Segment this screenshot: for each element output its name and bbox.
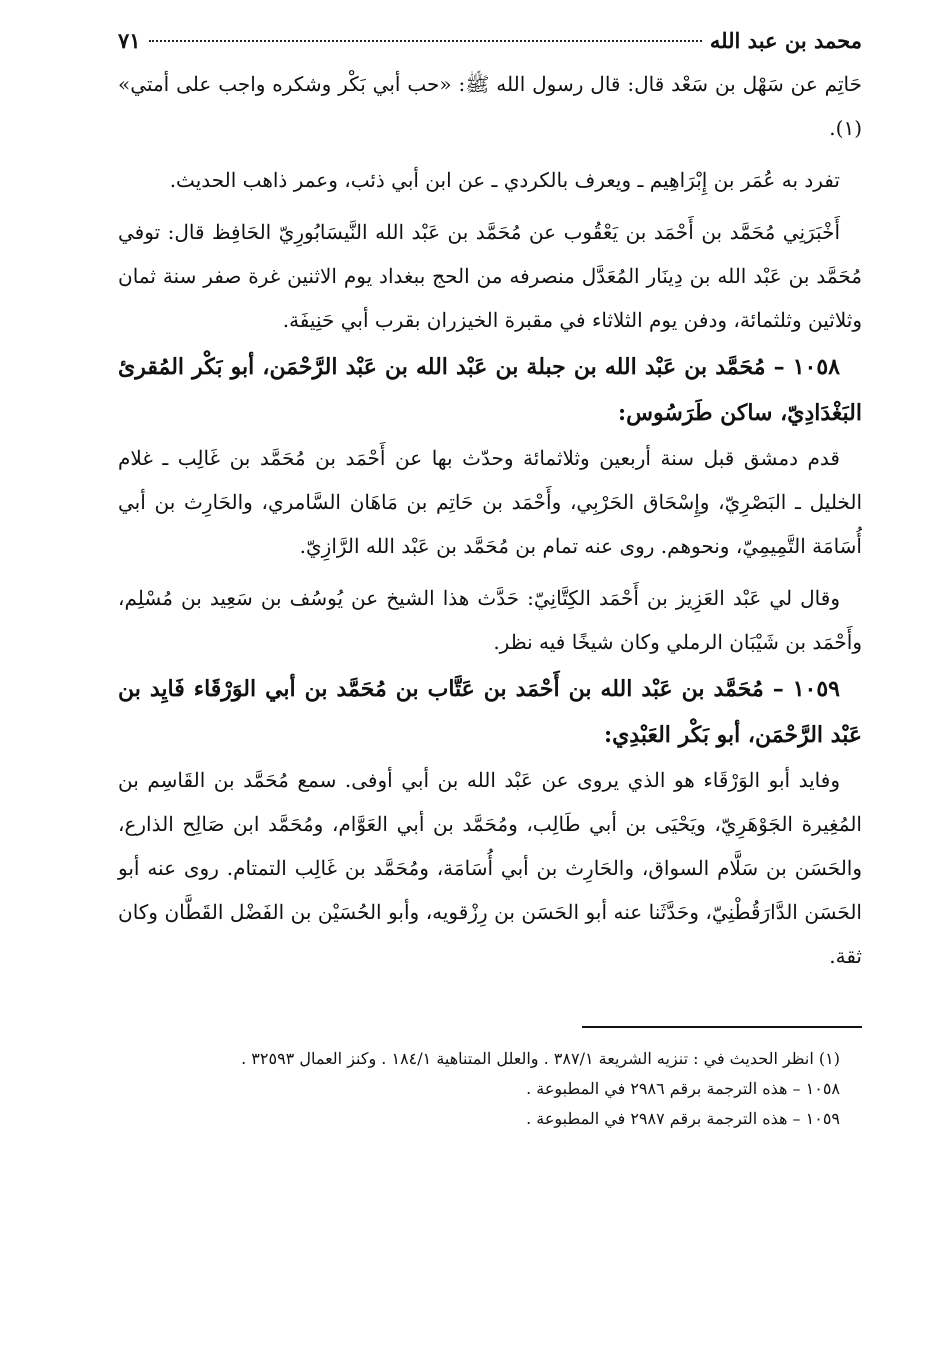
- paragraph-tafarrad: تفرد به عُمَر بن إِبْرَاهِيم ـ ويعرف بالكردي ـ عن ابن أبي ذئب، وعمر ذاهب الحديث.: [169, 168, 840, 192]
- footnote-separator: [582, 1026, 862, 1028]
- paragraph-hadith: حَاتِم عن سَهْل بن سَعْد قال: قال رسول الله ﷺ: «حب أبي بَكْر وشكره واجب على أمتي» (١).: [118, 72, 862, 140]
- document-page: [118, 28, 862, 1134]
- paragraph-1059-bio: وفايد أبو الوَرْقَاء هو الذي يروى عن عَبْد الله بن أبي أوفى. سمع مُحَمَّد بن القَاسِم بن المُغِيرة الجَوْهَرِيّ، ويَحْيَى بن أبي طَالِب، ومُحَمَّد بن أبي العَوَّام، ومُحَمَّد ابن صَالِح الذارع، والحَسَن بن سَلَّام السواق، والحَارِث بن أبي أُسَامَة، ومُحَمَّد بن غَالِب التمتام. روى عنه أبو الحَسَن الدَّارَقُطْنِيّ، وحَدَّثَنا عنه أبو الحَسَن بن رِزْقويه، وأبو الحُسَيْن بن الفَضْل القَطَّان وكان ثقة.: [118, 768, 862, 968]
- paragraph-1058-kattani: وقال لي عَبْد العَزِيز بن أَحْمَد الكِتَّانِيّ: حَدَّث هذا الشيخ عن يُوسُف بن سَعِيد بن مُسْلِم، وأَحْمَد بن شَيْبَان الرملي وكان شيخًا فيه نظر.: [118, 586, 862, 654]
- footnote-1059: ١٠٥٩ – هذه الترجمة برقم ٢٩٨٧ في المطبوعة .: [526, 1109, 840, 1128]
- header-dot-leader: [149, 40, 702, 42]
- entry-heading-1059: ١٠٥٩ – مُحَمَّد بن عَبْد الله بن أَحْمَد بن عَتَّاب بن مُحَمَّد بن أبي الوَرْقَاء فَايِد بن عَبْد الرَّحْمَن، أبو بَكْر العَبْدِي:: [118, 676, 862, 748]
- running-header: [118, 28, 862, 62]
- paragraph-death-note: أَخْبَرَنِي مُحَمَّد بن أَحْمَد بن يَعْقُوب عن مُحَمَّد بن عَبْد الله النَّيسَابُورِيّ الحَافِظ قال: توفي مُحَمَّد بن عَبْد الله بن دِينَار المُعَدَّل منصرفه من الحج ببغداد يوم الاثنين غرة صفر سنة ثمان وثلاثين وثلثمائة، ودفن يوم الثلاثاء في مقبرة الخيزران بقرب أبي حَنِيفَة.: [118, 220, 862, 332]
- entry-heading-1058: ١٠٥٨ – مُحَمَّد بن عَبْد الله بن جبلة بن عَبْد الله بن عَبْد الرَّحْمَن، أبو بَكْر المُقرئ البَغْدَادِيّ، ساكن طَرَسُوس:: [118, 354, 862, 426]
- footnote-1: (١) انظر الحديث في : تنزيه الشريعة ٣٨٧/١ . والعلل المتناهية ١٨٤/١ . وكنز العمال ٣٢٥٩٣ .: [241, 1049, 840, 1068]
- footnote-1058: ١٠٥٨ – هذه الترجمة برقم ٢٩٨٦ في المطبوعة .: [526, 1079, 840, 1098]
- running-title: محمد بن عبد الله: [709, 28, 862, 53]
- page-number: ٧١: [118, 28, 141, 53]
- paragraph-1058-bio: قدم دمشق قبل سنة أربعين وثلاثمائة وحدّث بها عن أَحْمَد بن مُحَمَّد بن غَالِب ـ غلام الخليل ـ البَصْرِيّ، وإِسْحَاق الحَرْبِي، وأَحْمَد بن حَاتِم بن مَاهَان السَّامري، والحَارِث بن أبي أُسَامَة التَّمِيمِيّ، ونحوهم. روى عنه تمام بن مُحَمَّد بن عَبْد الله الرَّازِيّ.: [118, 446, 862, 558]
